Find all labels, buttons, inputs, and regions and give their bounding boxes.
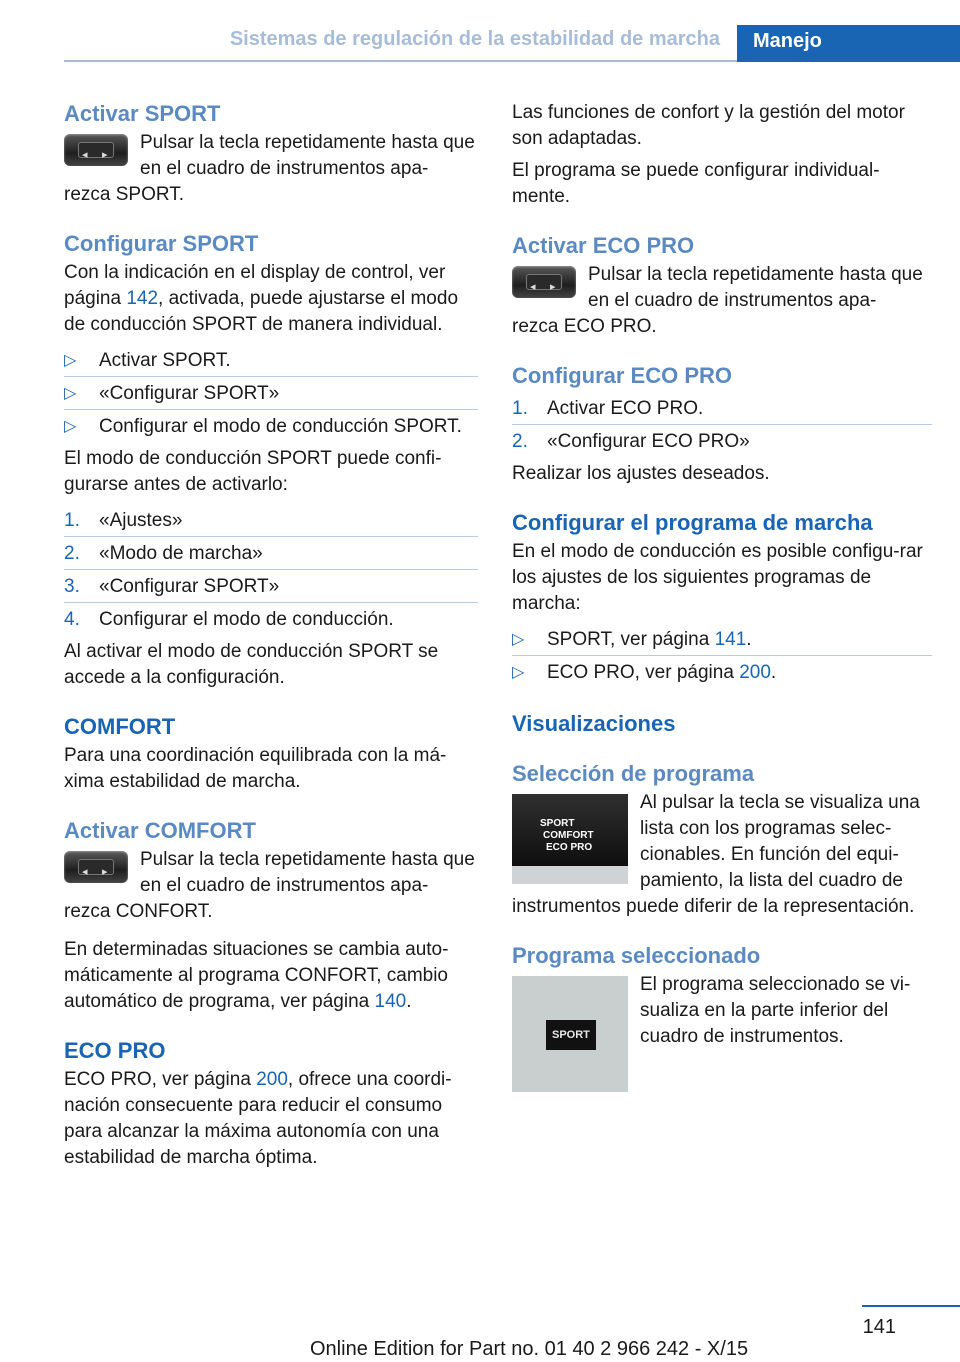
list-item: 2. «Configurar ECO PRO» bbox=[512, 431, 750, 452]
selected-program-badge: SPORT bbox=[546, 1020, 596, 1050]
comfort-paragraph: Para una coordinación equilibrada con la má‐xima estabilidad de marcha. bbox=[64, 745, 447, 792]
activar-eco-block bbox=[512, 262, 932, 340]
comfort-auto-paragraph: En determinadas situaciones se cambia auto‐máticamente al programa CONFORT, cambio automático de programa, ver página 140. bbox=[64, 939, 449, 1012]
heading-eco-pro: ECO PRO bbox=[64, 1038, 166, 1063]
heading-comfort: COMFORT bbox=[64, 714, 176, 739]
activar-sport-tail: rezca SPORT. bbox=[64, 184, 185, 205]
list-item: ▷ Configurar el modo de conducción SPORT. bbox=[64, 410, 478, 442]
triangle-bullet-icon: ▷ bbox=[64, 418, 77, 435]
eco-pro-paragraph: ECO PRO, ver página 200, ofrece una coordi‐nación consecuente para reducir el consumo para alcanzar la máxima autonomía con una estabilidad de marcha óptima. bbox=[64, 1069, 452, 1168]
heading-visualizaciones: Visualizaciones bbox=[512, 711, 676, 736]
list-item: 4. Configurar el modo de conducción. bbox=[64, 609, 394, 630]
activar-sport-text: Pulsar la tecla repetidamente hasta que en el cuadro de instrumentos apa- bbox=[140, 132, 475, 179]
program-list-line: SPORT bbox=[540, 818, 575, 829]
heading-activar-sport: Activar SPORT bbox=[64, 101, 221, 126]
list-item: ▷ ECO PRO, ver página 200. bbox=[512, 656, 932, 688]
configurar-sport-bullets bbox=[64, 344, 478, 442]
program-list-image bbox=[512, 794, 628, 884]
mode-key-icon: ◂ ▸ bbox=[64, 134, 128, 166]
triangle-bullet-icon: ▷ bbox=[512, 664, 525, 681]
programa-marcha-paragraph: En el modo de conducción es posible configu‐rar los ajustes de los siguientes programas de marcha: bbox=[512, 541, 923, 614]
activar-sport-block bbox=[64, 130, 478, 208]
selected-program-image bbox=[512, 976, 628, 1092]
configurar-eco-steps bbox=[512, 392, 932, 457]
list-item: ▷ Activar SPORT. bbox=[64, 344, 478, 377]
heading-programa-marcha: Configurar el programa de marcha bbox=[512, 510, 873, 535]
heading-seleccion-programa: Selección de programa bbox=[512, 761, 755, 786]
configurar-eco-paragraph: Realizar los ajustes deseados. bbox=[512, 463, 770, 484]
mode-key-icon: ◂ ▸ bbox=[64, 851, 128, 883]
page-link-140[interactable]: 140 bbox=[374, 991, 407, 1012]
left-column bbox=[64, 100, 478, 1177]
footer-edition: Online Edition for Part no. 01 40 2 966 242 - X/15 bbox=[310, 1338, 749, 1360]
configurar-sport-steps bbox=[64, 504, 478, 635]
heading-programa-seleccionado: Programa seleccionado bbox=[512, 943, 761, 968]
heading-configurar-sport: Configurar SPORT bbox=[64, 231, 259, 256]
page-link-142[interactable]: 142 bbox=[126, 288, 159, 309]
list-item: 1. «Ajustes» bbox=[64, 504, 478, 537]
list-item: 1. Activar ECO PRO. bbox=[512, 392, 932, 425]
right-column bbox=[512, 100, 932, 1096]
triangle-bullet-icon: ▷ bbox=[512, 631, 525, 648]
program-list-line: COMFORT bbox=[543, 830, 594, 841]
triangle-bullet-icon: ▷ bbox=[64, 352, 77, 369]
page-number: 141 bbox=[862, 1316, 896, 1338]
programa-marcha-bullets bbox=[512, 623, 932, 688]
page-link-200[interactable]: 200 bbox=[256, 1069, 288, 1090]
activar-eco-text: Pulsar la tecla repetidamente hasta que en el cuadro de instrumentos apa- bbox=[588, 264, 923, 311]
seleccion-text: Al pulsar la tecla se visualiza una lista con los programas selec‐cionables. En función del equi‐pamiento, la lista del cuadro de instrumentos puede diferir de la representación. bbox=[512, 792, 920, 917]
list-item: ▷ SPORT, ver página 141. bbox=[512, 623, 932, 656]
intro-paragraph-2: El programa se puede configurar individual‐mente. bbox=[512, 160, 880, 207]
header-chapter-tab: Manejo bbox=[737, 25, 960, 62]
program-list-line: ECO PRO bbox=[546, 842, 593, 853]
page-number-rule bbox=[862, 1305, 960, 1307]
header-rule bbox=[64, 60, 737, 62]
heading-activar-eco-pro: Activar ECO PRO bbox=[512, 233, 695, 258]
heading-configurar-eco-pro: Configurar ECO PRO bbox=[512, 363, 733, 388]
seleccion-block bbox=[512, 790, 932, 920]
intro-paragraph-1: Las funciones de confort y la gestión del motor son adaptadas. bbox=[512, 102, 905, 149]
triangle-bullet-icon: ▷ bbox=[64, 385, 77, 402]
seleccionado-text: El programa seleccionado se vi‐sualiza en la parte inferior del cuadro de instrumentos. bbox=[640, 974, 911, 1047]
header-section-title: Sistemas de regulación de la estabilidad de marcha bbox=[229, 28, 720, 50]
configurar-sport-paragraph: Con la indicación en el display de control, ver página 142, activada, puede ajustarse el modo de conducción SPORT de manera individual. bbox=[64, 262, 459, 335]
activar-comfort-text: Pulsar la tecla repetidamente hasta que en el cuadro de instrumentos apa- bbox=[140, 849, 475, 896]
configurar-sport-before: El modo de conducción SPORT puede confi‐gurarse antes de activarlo: bbox=[64, 448, 442, 495]
mode-key-icon: ◂ ▸ bbox=[512, 266, 576, 298]
activar-comfort-tail: rezca CONFORT. bbox=[64, 901, 213, 922]
activar-comfort-block bbox=[64, 847, 478, 925]
configurar-sport-after: Al activar el modo de conducción SPORT se accede a la configuración. bbox=[64, 641, 439, 688]
heading-activar-comfort: Activar COMFORT bbox=[64, 818, 256, 843]
list-item: 2. «Modo de marcha» bbox=[64, 537, 478, 570]
page-link-141[interactable]: 141 bbox=[714, 629, 747, 650]
seleccionado-block bbox=[512, 972, 932, 1092]
list-item: ▷ «Configurar SPORT» bbox=[64, 377, 478, 410]
activar-eco-tail: rezca ECO PRO. bbox=[512, 316, 657, 337]
page-link-200[interactable]: 200 bbox=[739, 662, 771, 683]
list-item: 3. «Configurar SPORT» bbox=[64, 570, 478, 603]
